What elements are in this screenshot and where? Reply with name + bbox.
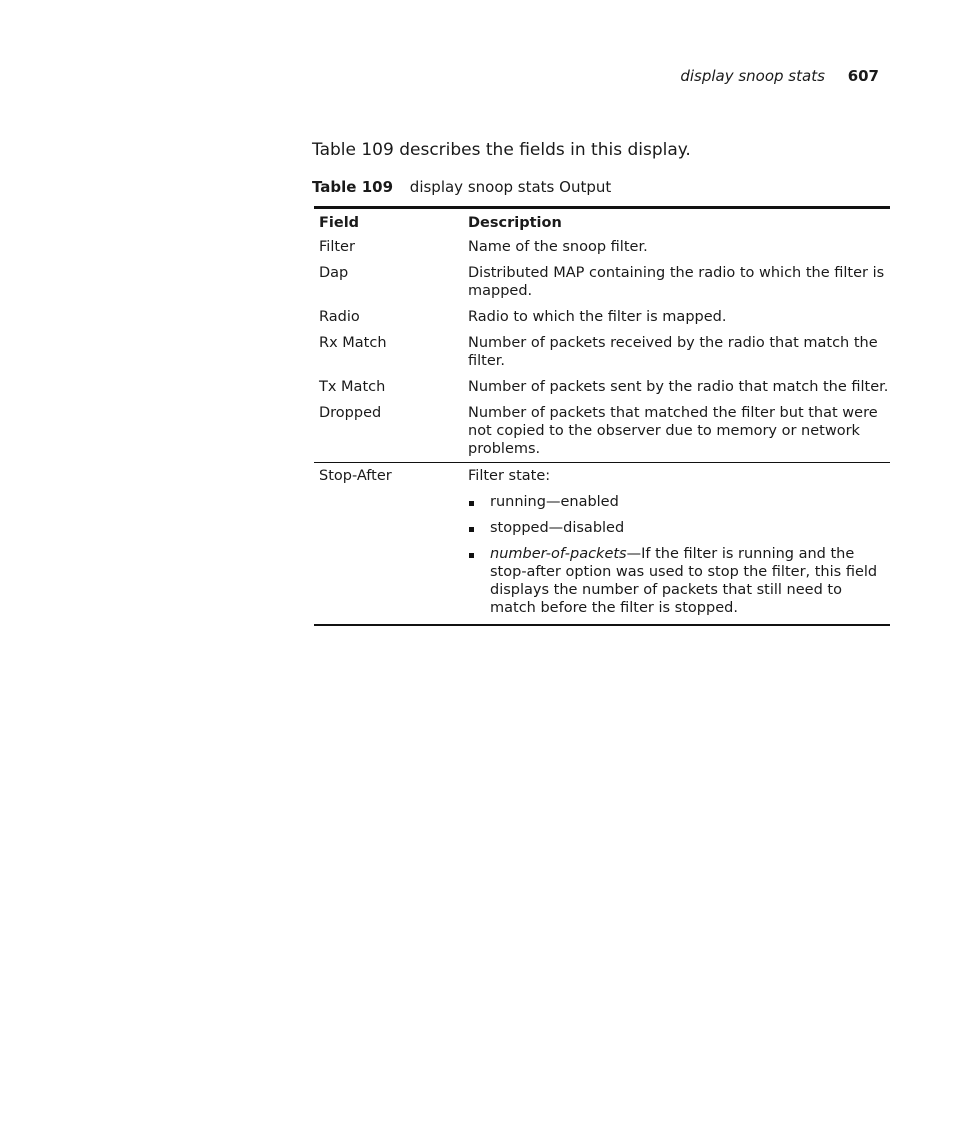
table-caption [312, 178, 611, 196]
field-cell: Stop-After [319, 468, 392, 484]
fields-table [314, 206, 890, 626]
filter-state-intro: Filter state: [468, 468, 551, 484]
table-row-stop-after [314, 463, 890, 626]
table-row [314, 330, 890, 374]
list-item-text: stopped—disabled [490, 520, 625, 536]
list-item-text: running—enabled [490, 494, 619, 510]
description-cell [463, 463, 890, 626]
table-row [314, 304, 890, 330]
description-cell: Distributed MAP containing the radio to which the filter is mapped. [468, 265, 885, 299]
running-header [680, 67, 879, 85]
list-item-text: —If the filter is running and the stop-after option was used to stop the filter, this field displays the number of packets that still need to match before the filter is stopped. [490, 546, 878, 616]
table-row [314, 234, 890, 260]
description-cell: Number of packets sent by the radio that match the filter. [468, 379, 889, 395]
table-row [314, 400, 890, 463]
list-item [468, 519, 890, 537]
field-cell: Dropped [319, 405, 382, 421]
field-cell: Radio [319, 309, 360, 325]
description-cell: Number of packets that matched the filter but that were not copied to the observer due to memory or network problems. [468, 405, 878, 457]
description-cell: Radio to which the filter is mapped. [468, 309, 727, 325]
table-caption-label: Table 109 [312, 178, 394, 196]
column-header-field: Field [319, 215, 360, 231]
table-header-row [314, 208, 890, 235]
table-caption-title: display snoop stats Output [409, 178, 612, 196]
list-item [468, 493, 890, 511]
field-cell: Rx Match [319, 335, 387, 351]
section-title: display snoop stats [680, 67, 825, 85]
table-row [314, 260, 890, 304]
table-row [314, 374, 890, 400]
column-header-description: Description [468, 215, 562, 231]
list-item-term: number-of-packets [490, 546, 627, 562]
field-cell: Tx Match [319, 379, 386, 395]
description-cell: Name of the snoop filter. [468, 239, 648, 255]
filter-state-list [468, 493, 890, 617]
field-cell: Filter [319, 239, 355, 255]
description-cell: Number of packets received by the radio that match the filter. [468, 335, 878, 369]
list-item [468, 545, 890, 617]
intro-text: Table 109 describes the fields in this display. [312, 140, 691, 160]
field-cell: Dap [319, 265, 349, 281]
page-number: 607 [847, 67, 879, 85]
